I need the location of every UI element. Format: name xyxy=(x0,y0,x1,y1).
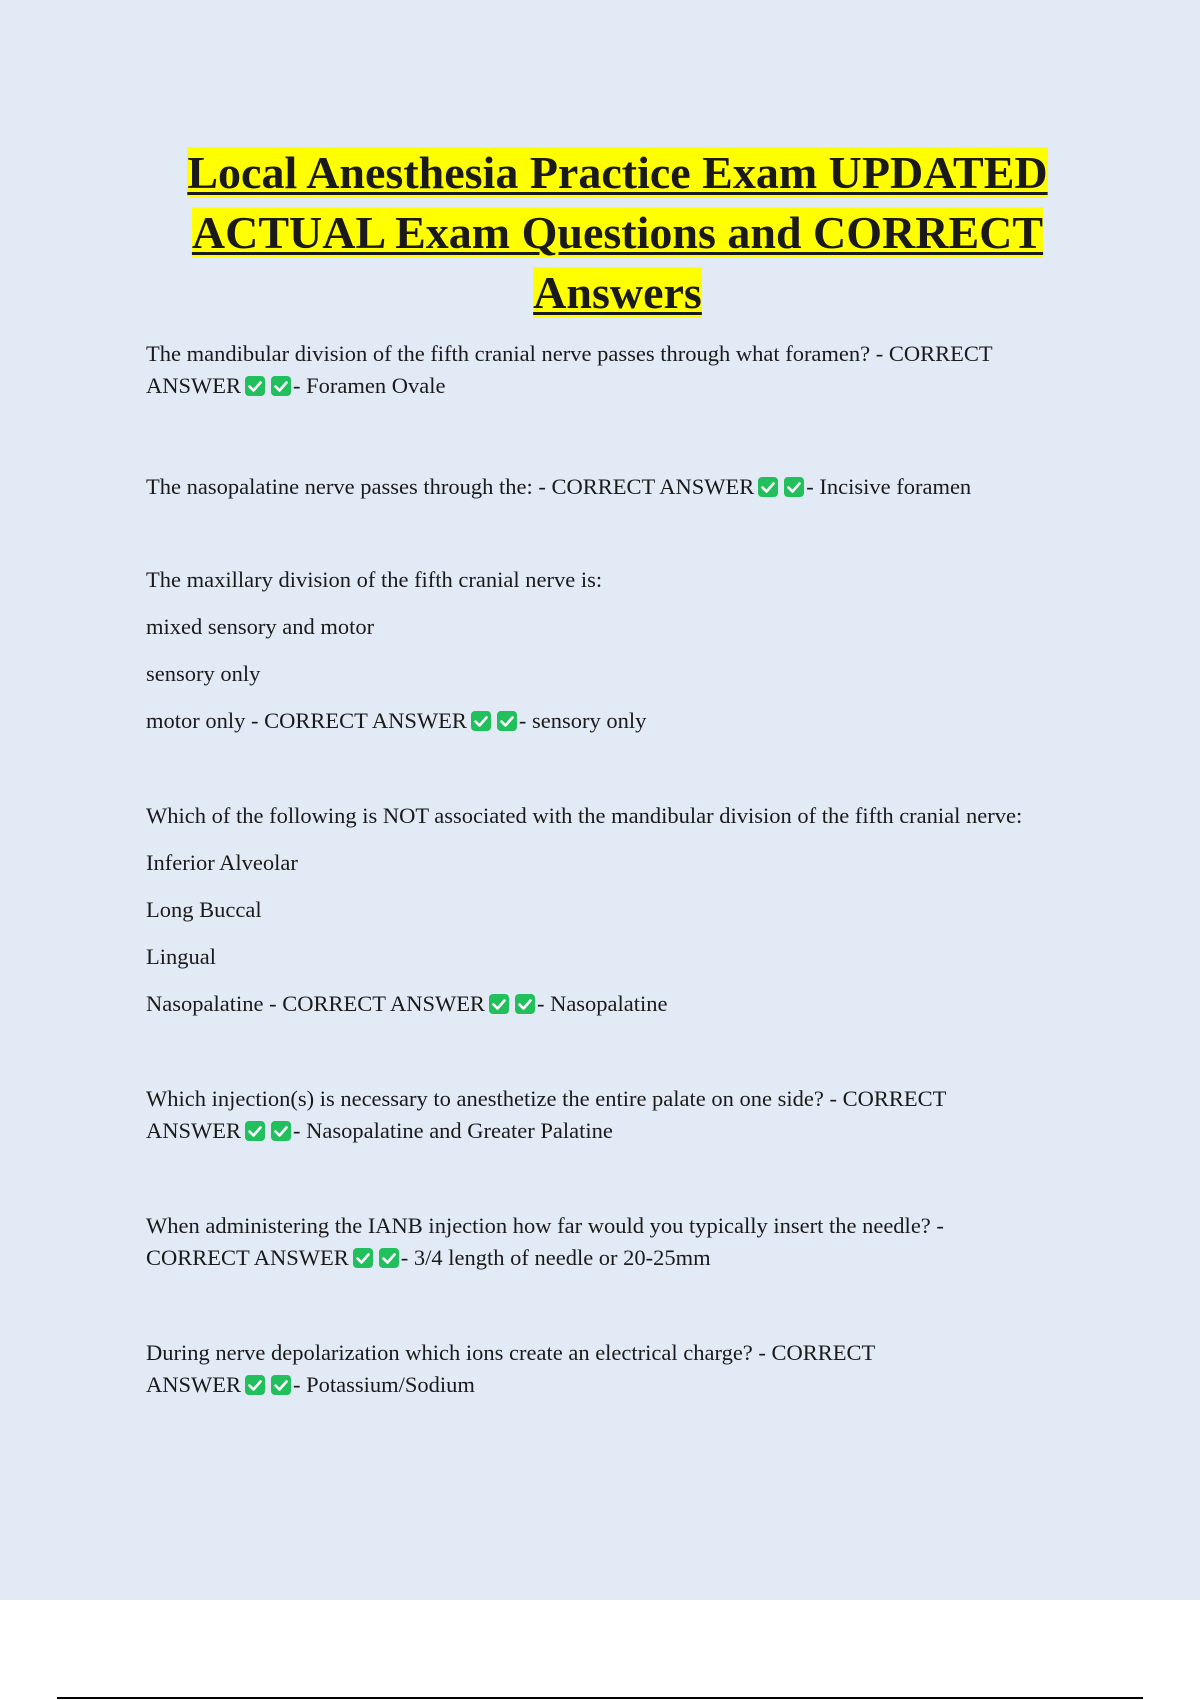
question-4 xyxy=(146,800,1096,1020)
answer-prefix: The nasopalatine nerve passes through the: - CORRECT ANSWER xyxy=(146,474,755,499)
answer-line xyxy=(146,471,1096,503)
answer-text: - Incisive foramen xyxy=(806,474,972,499)
question-2 xyxy=(146,471,1096,503)
check-mark-button-icon xyxy=(514,993,536,1015)
question-text: When administering the IANB injection how far would you typically insert the needle? - xyxy=(146,1213,944,1238)
answer-prefix: ANSWER xyxy=(146,373,241,398)
check-mark-button-icon xyxy=(270,1374,292,1396)
page-title xyxy=(130,143,1105,323)
question-3 xyxy=(146,564,1096,737)
question-7 xyxy=(146,1337,1096,1401)
question-text: The mandibular division of the fifth cranial nerve passes through what foramen? - CORRECT xyxy=(146,341,993,366)
answer-text: - Nasopalatine xyxy=(536,991,668,1016)
answer-line xyxy=(146,1242,1096,1274)
option-item: Long Buccal xyxy=(146,897,262,922)
option-item: sensory only xyxy=(146,661,261,686)
answer-prefix: ANSWER xyxy=(146,1372,241,1397)
page-title-text: Local Anesthesia Practice Exam UPDATED ACTUAL Exam Questions and CORRECT Answers xyxy=(187,147,1048,318)
question-5 xyxy=(146,1083,1096,1147)
question-text: The maxillary division of the fifth cranial nerve is: xyxy=(146,567,603,592)
check-mark-button-icon xyxy=(488,993,510,1015)
answer-prefix: ANSWER xyxy=(146,1118,241,1143)
answer-line xyxy=(146,705,1096,737)
answer-text: - 3/4 length of needle or 20-25mm xyxy=(400,1245,711,1270)
answer-text: - Foramen Ovale xyxy=(293,373,446,398)
answer-prefix: Nasopalatine - CORRECT ANSWER xyxy=(146,991,485,1016)
answer-prefix: CORRECT ANSWER xyxy=(146,1245,349,1270)
answer-line xyxy=(146,1115,1096,1147)
answer-line xyxy=(146,988,1096,1020)
answer-prefix: motor only - CORRECT ANSWER xyxy=(146,708,467,733)
answer-text: - Nasopalatine and Greater Palatine xyxy=(293,1118,613,1143)
check-mark-button-icon xyxy=(244,375,266,397)
question-text: During nerve depolarization which ions create an electrical charge? - CORRECT xyxy=(146,1340,876,1365)
option-item: Lingual xyxy=(146,944,216,969)
question-1 xyxy=(146,338,1096,402)
answer-text: - sensory only xyxy=(518,708,647,733)
question-text: Which of the following is NOT associated with the mandibular division of the fifth cranial nerve: xyxy=(146,803,1023,828)
check-mark-button-icon xyxy=(270,375,292,397)
check-mark-button-icon xyxy=(783,476,805,498)
check-mark-button-icon xyxy=(378,1247,400,1269)
check-mark-button-icon xyxy=(244,1120,266,1142)
check-mark-button-icon xyxy=(244,1374,266,1396)
answer-text: - Potassium/Sodium xyxy=(293,1372,475,1397)
question-6 xyxy=(146,1210,1096,1274)
footer-divider xyxy=(57,1697,1143,1699)
check-mark-button-icon xyxy=(270,1120,292,1142)
question-text: Which injection(s) is necessary to anesthetize the entire palate on one side? - CORRECT xyxy=(146,1086,947,1111)
option-item: mixed sensory and motor xyxy=(146,614,375,639)
check-mark-button-icon xyxy=(757,476,779,498)
check-mark-button-icon xyxy=(352,1247,374,1269)
option-item: Inferior Alveolar xyxy=(146,850,298,875)
check-mark-button-icon xyxy=(496,710,518,732)
check-mark-button-icon xyxy=(470,710,492,732)
answer-line xyxy=(146,370,1096,402)
answer-line xyxy=(146,1369,1096,1401)
